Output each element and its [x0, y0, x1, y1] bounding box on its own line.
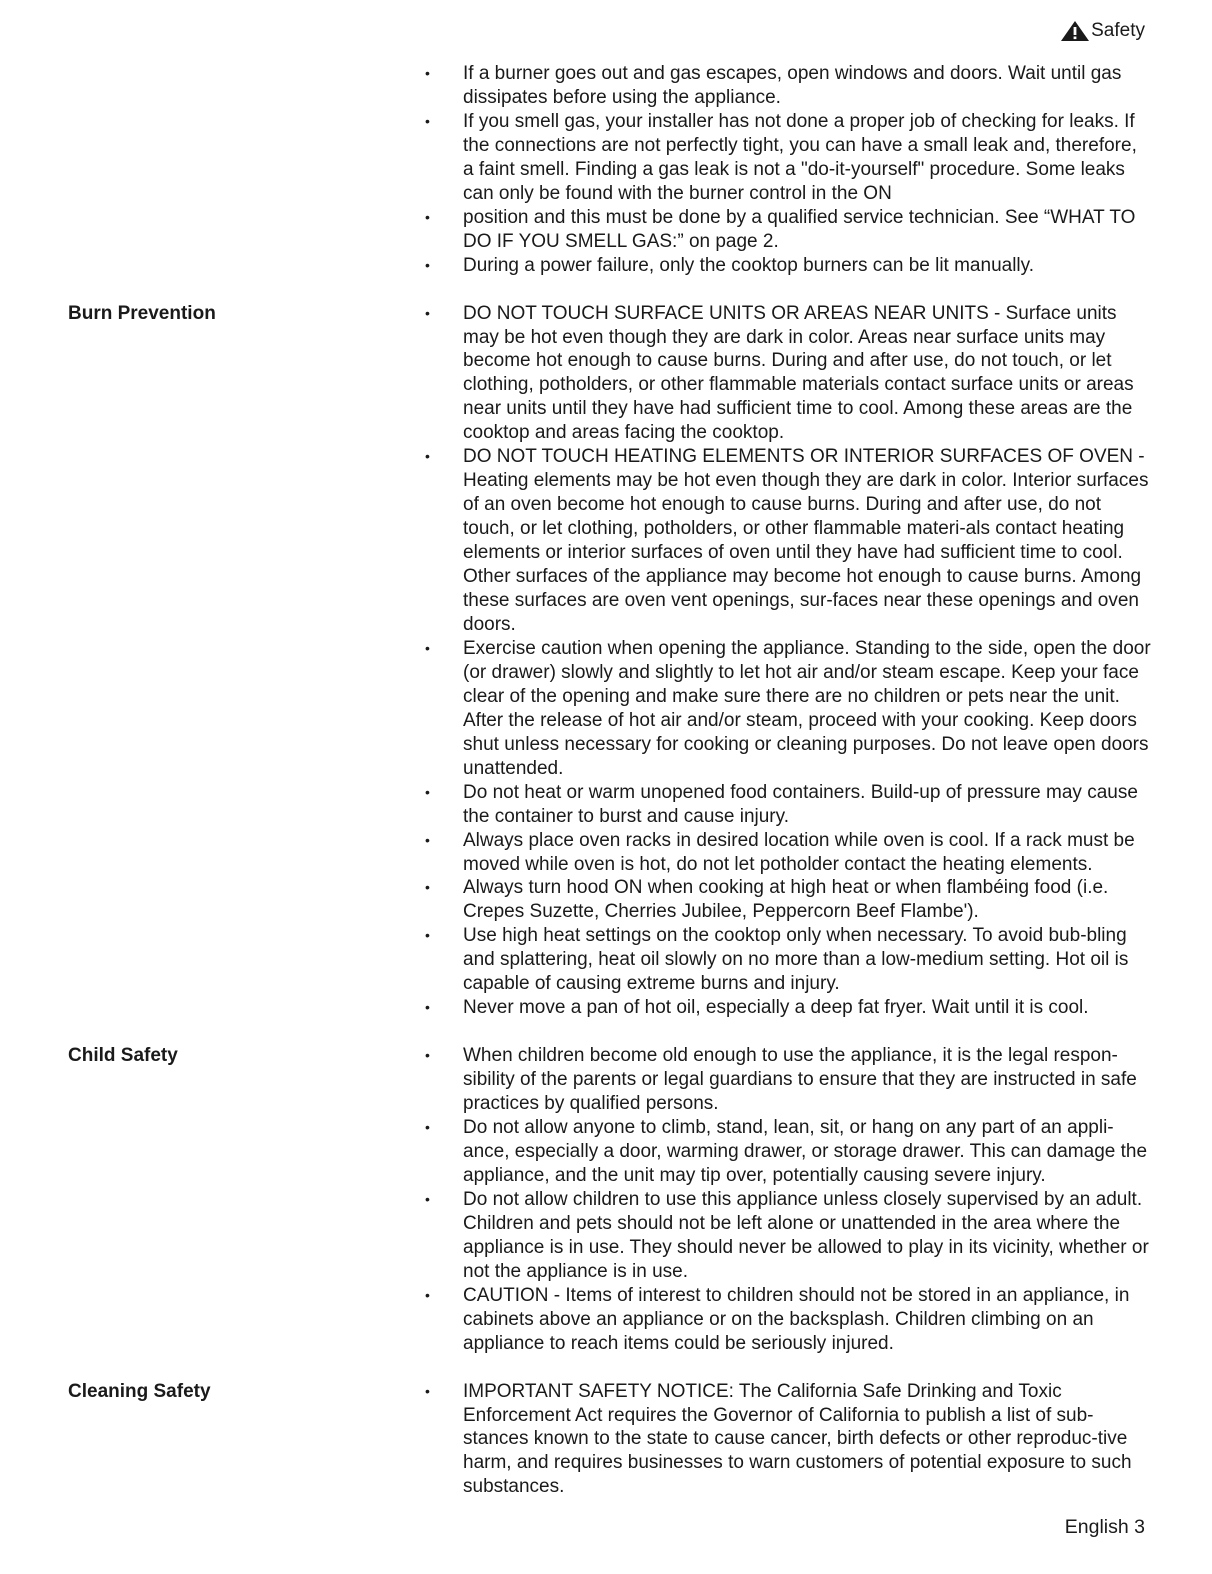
list-item: • Use high heat settings on the cooktop only when necessary. To avoid bub-bling and splattering, heat oil slowly on no more than a low-medium setting. Hot oil is capable of causing extreme burns and injury. [0, 924, 1212, 996]
cleaning-safety-list [0, 1380, 1212, 1500]
list-item: • Do not allow anyone to climb, stand, lean, sit, or hang on any part of an appli-ance, especially a door, warming drawer, or storage drawer. This can damage the appliance, and the unit may tip over, potentially causing severe injury. [0, 1116, 1212, 1188]
child-safety-list [0, 1044, 1212, 1355]
burn-prevention-list [0, 302, 1212, 1021]
list-item: • position and this must be done by a qualified service technician. See “WHAT TO DO IF YOU SMELL GAS:” on page 2. [0, 206, 1212, 254]
cleaning-safety-section [0, 1380, 1212, 1500]
list-item: • DO NOT TOUCH HEATING ELEMENTS OR INTERIOR SURFACES OF OVEN - Heating elements may be hot even though they are dark in color. Interior surfaces of an oven become hot enough to cause burns. During and after use, do not touch, or let clothing, potholders, or other flammable materi-als contact heating elements or interior surfaces of oven until they have had sufficient time to cool. Other surfaces of the appliance may become hot enough to cause burns. Among these surfaces are oven vent openings, sur-faces near these openings and oven doors. [0, 445, 1212, 637]
list-item: • CAUTION - Items of interest to children should not be stored in an appliance, in cabinets above an appliance or on the backsplash. Children climbing on an appliance to reach items could be seriously injured. [0, 1284, 1212, 1356]
page-header [1060, 20, 1145, 42]
list-item: • If a burner goes out and gas escapes, open windows and doors. Wait until gas dissipates before using the appliance. [0, 62, 1212, 110]
list-item: • DO NOT TOUCH SURFACE UNITS OR AREAS NEAR UNITS - Surface units may be hot even though they are dark in color. Areas near surface units may become hot enough to cause burns. During and after use, do not touch, or let clothing, potholders, or other flammable materials contact surface units or areas near units until they have had sufficient time to cool. Among these areas are the cooktop and areas facing the cooktop. [0, 302, 1212, 446]
page-number: English 3 [1064, 1516, 1145, 1538]
burn-prevention-section [0, 302, 1212, 1021]
document-body [0, 62, 1212, 1499]
intro-section [0, 62, 1212, 278]
header-section-label: Safety [1091, 20, 1145, 41]
list-item: • Never move a pan of hot oil, especially a deep fat fryer. Wait until it is cool. [0, 996, 1212, 1020]
list-item: • Exercise caution when opening the appliance. Standing to the side, open the door (or drawer) slowly and slightly to let hot air and/or steam escape. Keep your face clear of the opening and make sure there are no children or pets near the unit. After the release of hot air and/or steam, proceed with your cooking. Keep doors shut unless necessary for cooking or cleaning purposes. Do not leave open doors unattended. [0, 637, 1212, 781]
section-title: Burn Prevention [68, 302, 216, 324]
list-item: • Do not heat or warm unopened food containers. Build-up of pressure may cause the container to burst and cause injury. [0, 781, 1212, 829]
warning-triangle-icon [1060, 20, 1090, 42]
section-title: Child Safety [68, 1045, 178, 1067]
list-item: • Do not allow children to use this appliance unless closely supervised by an adult. Children and pets should not be left alone or unattended in the area where the appliance is in use. They should never be allowed to play in its vicinity, whether or not the appliance is in use. [0, 1188, 1212, 1284]
list-item: • When children become old enough to use the appliance, it is the legal respon-sibility of the parents or legal guardians to ensure that they are instructed in safe practices by qualified persons. [0, 1044, 1212, 1116]
section-title: Cleaning Safety [68, 1380, 211, 1402]
list-item: • Always turn hood ON when cooking at high heat or when flambéing food (i.e. Crepes Suzette, Cherries Jubilee, Peppercorn Beef Flambe'). [0, 876, 1212, 924]
list-item: • If you smell gas, your installer has not done a proper job of checking for leaks. If the connections are not perfectly tight, you can have a small leak and, therefore, a faint smell. Finding a gas leak is not a "do-it-yourself" procedure. Some leaks can only be found with the burner control in the ON [0, 110, 1212, 206]
child-safety-section [0, 1044, 1212, 1355]
list-item: • Always place oven racks in desired location while oven is cool. If a rack must be moved while oven is hot, do not let potholder contact the heating elements. [0, 829, 1212, 877]
list-item: • During a power failure, only the cooktop burners can be lit manually. [0, 254, 1212, 278]
list-item: • IMPORTANT SAFETY NOTICE: The California Safe Drinking and Toxic Enforcement Act requires the Governor of California to publish a list of sub-stances known to the state to cause cancer, birth defects or other reproduc-tive harm, and requires businesses to warn customers of potential exposure to such substances. [0, 1380, 1212, 1500]
intro-list [0, 62, 1212, 278]
